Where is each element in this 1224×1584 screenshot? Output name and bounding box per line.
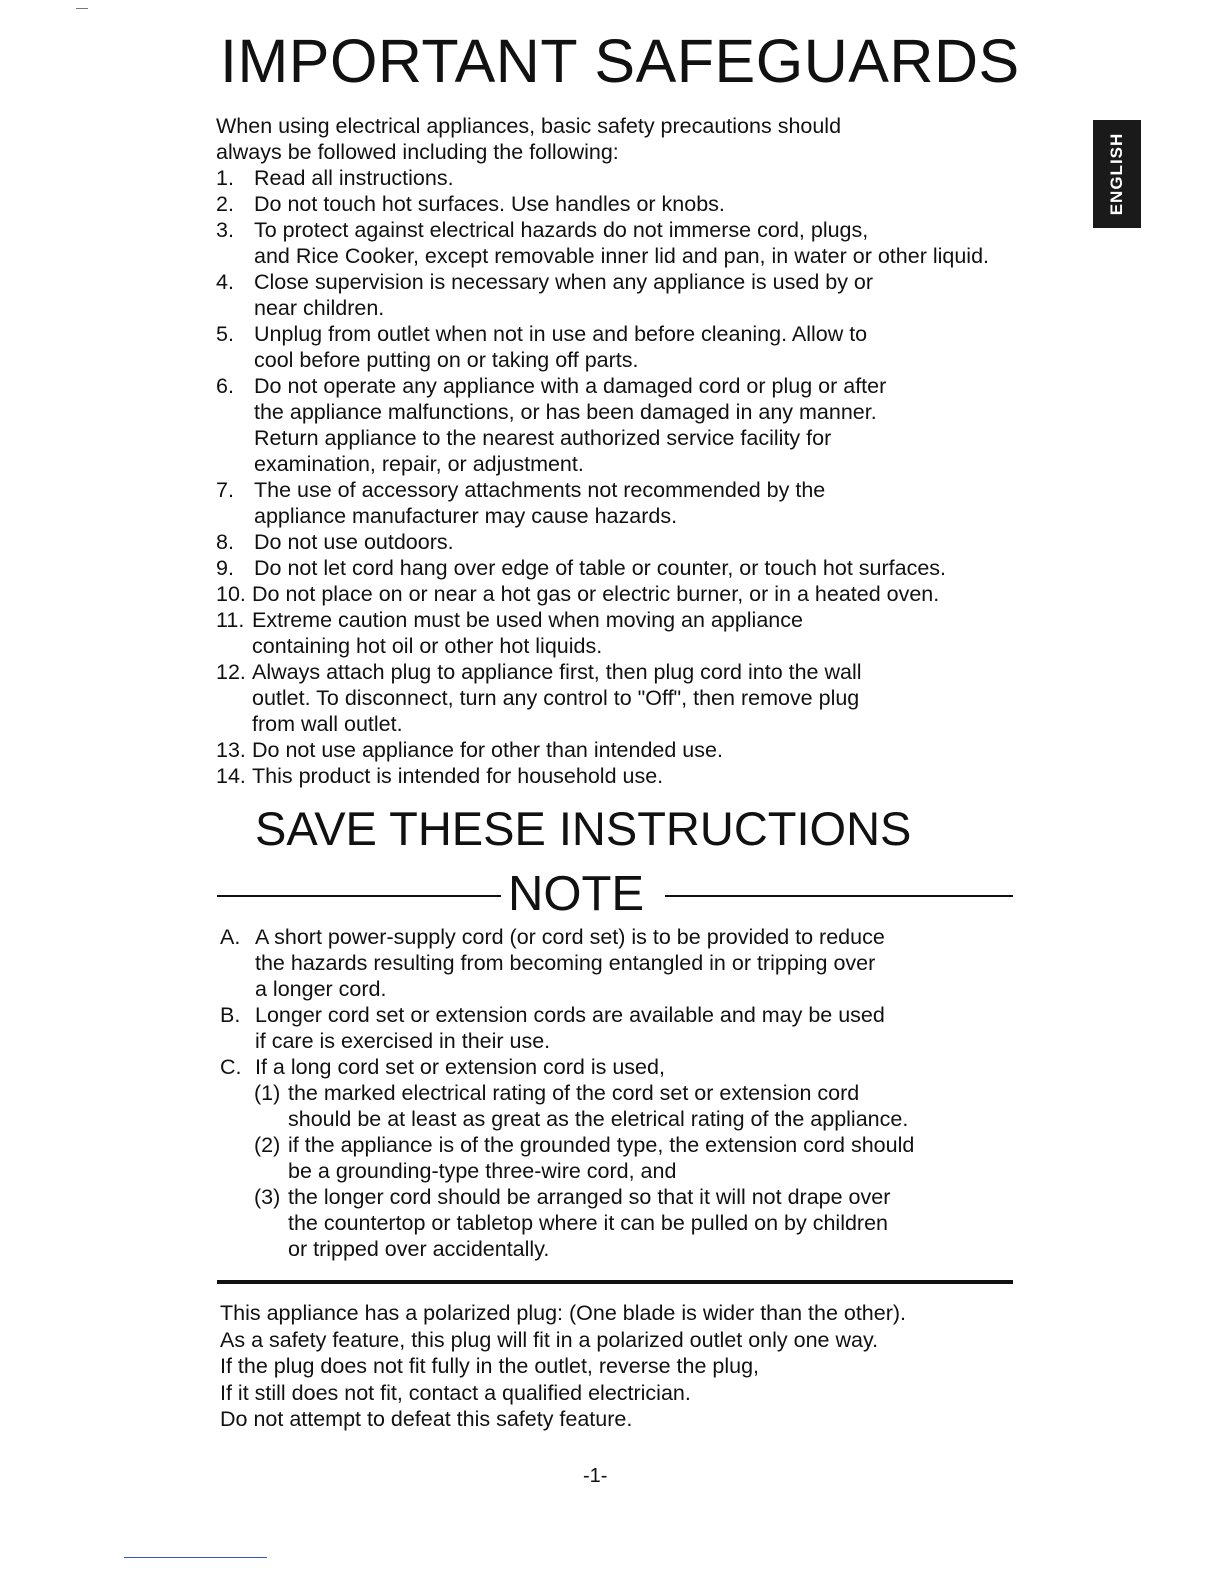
item-text: appliance manufacturer may cause hazards.	[254, 504, 678, 528]
item-text: Read all instructions.	[254, 166, 454, 190]
safeguard-item	[216, 321, 989, 373]
item-text: the appliance malfunctions, or has been damaged in any manner.	[254, 400, 877, 424]
note-text: a longer cord.	[255, 977, 387, 1001]
item-number: 7.	[216, 478, 234, 502]
subnote-item	[254, 1080, 914, 1132]
note-text: Longer cord set or extension cords are available and may be used	[255, 1003, 885, 1027]
item-text: Do not place on or near a hot gas or electric burner, or in a heated oven.	[252, 582, 940, 606]
item-text: Do not let cord hang over edge of table or counter, or touch hot surfaces.	[254, 556, 947, 580]
item-text: Do not touch hot surfaces. Use handles or knobs.	[254, 192, 725, 216]
subnote-item	[254, 1184, 914, 1262]
item-text: Do not operate any appliance with a damaged cord or plug or after	[254, 374, 887, 398]
note-text: if care is exercised in their use.	[255, 1029, 551, 1053]
safeguard-item	[216, 165, 989, 191]
safeguard-item	[216, 607, 989, 659]
safeguard-item	[216, 763, 989, 789]
item-number: 8.	[216, 530, 234, 554]
note-rule-left	[217, 895, 501, 897]
subnote-text: be a grounding-type three-wire cord, and	[288, 1159, 677, 1183]
page-number: -1-	[583, 1465, 608, 1487]
safeguards-list	[216, 165, 989, 789]
item-text: Always attach plug to appliance first, then plug cord into the wall	[252, 660, 862, 684]
note-rule-right	[665, 895, 1013, 897]
note-text: A short power-supply cord (or cord set) is to be provided to reduce	[255, 925, 885, 949]
item-number: 12.	[216, 660, 246, 684]
item-text: containing hot oil or other hot liquids.	[252, 634, 603, 658]
item-number: 2.	[216, 192, 234, 216]
subnote-text: the countertop or tabletop where it can be pulled on by children	[288, 1211, 889, 1235]
item-text: cool before putting on or taking off parts.	[254, 348, 639, 372]
subnotes-list	[254, 1080, 914, 1262]
safeguard-item	[216, 555, 989, 581]
plug-line: If it still does not fit, contact a qualified electrician.	[220, 1380, 691, 1405]
subnote-number: (3)	[254, 1185, 281, 1209]
note-letter: A.	[220, 925, 241, 949]
subnote-text: the marked electrical rating of the cord set or extension cord	[288, 1081, 860, 1105]
item-number: 13.	[216, 738, 246, 762]
note-header	[217, 864, 1013, 924]
item-text: Do not use outdoors.	[254, 530, 454, 554]
safeguard-item	[216, 373, 989, 477]
notes-list	[220, 924, 914, 1262]
note-item	[220, 924, 914, 1002]
subnote-text: or tripped over accidentally.	[288, 1237, 550, 1261]
section-divider	[217, 1280, 1013, 1284]
subnote-number: (2)	[254, 1133, 281, 1157]
subnote-number: (1)	[254, 1081, 281, 1105]
plug-line: Do not attempt to defeat this safety feature.	[220, 1407, 633, 1431]
plug-line: If the plug does not fit fully in the outlet, reverse the plug,	[220, 1354, 760, 1378]
item-text: To protect against electrical hazards do not immerse cord, plugs,	[254, 218, 869, 242]
safeguard-item	[216, 477, 989, 529]
item-text: Extreme caution must be used when moving an appliance	[252, 608, 803, 632]
note-text: the hazards resulting from becoming entangled in or tripping over	[255, 951, 876, 975]
item-number: 4.	[216, 270, 234, 294]
item-number: 3.	[216, 218, 234, 242]
item-text: Close supervision is necessary when any appliance is used by or	[254, 270, 874, 294]
save-instructions-heading: SAVE THESE INSTRUCTIONS	[255, 802, 912, 855]
item-number: 11.	[216, 608, 245, 632]
footer-rule	[124, 1557, 267, 1558]
intro-line: When using electrical appliances, basic safety precautions should	[216, 114, 842, 138]
item-text: This product is intended for household use.	[252, 764, 664, 788]
language-tab	[1093, 120, 1141, 228]
item-number: 1.	[216, 166, 234, 190]
safeguard-item	[216, 217, 989, 269]
item-text: outlet. To disconnect, turn any control to "Off", then remove plug	[252, 686, 860, 710]
plug-line: As a safety feature, this plug will fit in a polarized outlet only one way.	[220, 1327, 879, 1352]
safeguard-item	[216, 269, 989, 321]
item-number: 5.	[216, 322, 234, 346]
safeguard-item	[216, 581, 989, 607]
item-text: Return appliance to the nearest authorized service facility for	[254, 426, 832, 450]
item-text: Unplug from outlet when not in use and before cleaning. Allow to	[254, 322, 868, 346]
safeguard-item	[216, 529, 989, 555]
item-text: The use of accessory attachments not recommended by the	[254, 478, 826, 502]
polarized-plug-paragraph	[220, 1300, 906, 1433]
note-text: If a long cord set or extension cord is used,	[255, 1055, 665, 1079]
safeguard-item	[216, 659, 989, 737]
page-title: IMPORTANT SAFEGUARDS	[220, 27, 1020, 95]
item-number: 14.	[216, 764, 246, 788]
note-item	[220, 1054, 914, 1262]
note-letter: C.	[220, 1055, 242, 1079]
item-number: 6.	[216, 374, 234, 398]
note-letter: B.	[220, 1003, 241, 1027]
subnote-text: the longer cord should be arranged so that it will not drape over	[288, 1185, 891, 1209]
item-text: and Rice Cooker, except removable inner lid and pan, in water or other liquid.	[254, 244, 989, 268]
intro-line: always be followed including the following:	[216, 140, 619, 164]
item-text: Do not use appliance for other than intended use.	[252, 738, 723, 762]
item-text: from wall outlet.	[252, 712, 403, 736]
note-heading: NOTE	[508, 867, 645, 921]
intro-paragraph	[216, 113, 841, 165]
item-text: near children.	[254, 296, 385, 320]
subnote-item	[254, 1132, 914, 1184]
safeguard-item	[216, 191, 989, 217]
subnote-text: should be at least as great as the eletrical rating of the appliance.	[288, 1107, 909, 1131]
plug-line: This appliance has a polarized plug: (One blade is wider than the other).	[220, 1301, 907, 1325]
subnote-text: if the appliance is of the grounded type, the extension cord should	[288, 1133, 915, 1157]
safeguard-item	[216, 737, 989, 763]
item-text: examination, repair, or adjustment.	[254, 452, 584, 476]
item-number: 9.	[216, 556, 234, 580]
language-tab-label: ENGLISH	[1107, 132, 1126, 216]
scan-mark	[76, 8, 88, 9]
item-number: 10.	[216, 582, 246, 606]
note-item	[220, 1002, 914, 1054]
